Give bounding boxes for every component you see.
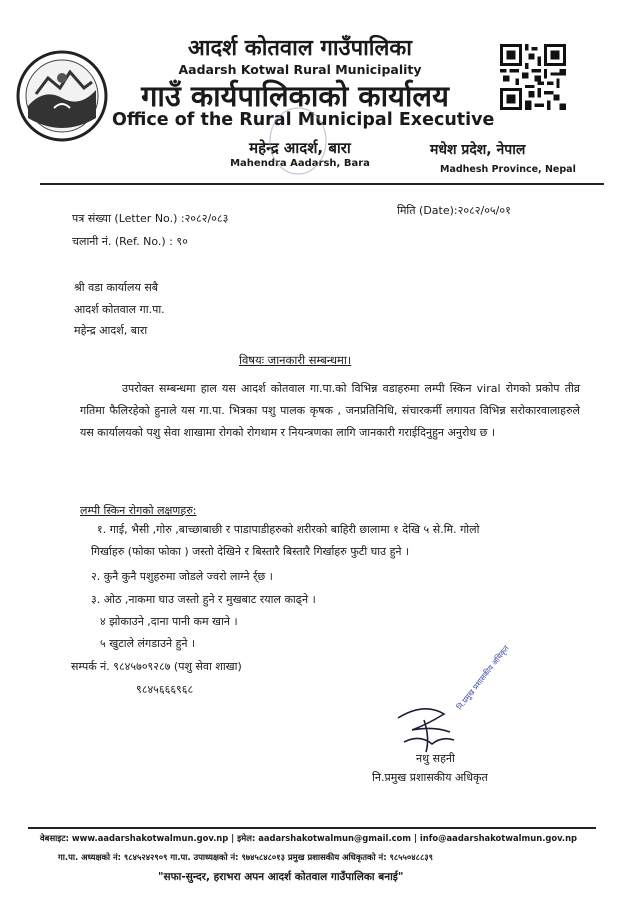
office-stamp-icon [266, 104, 330, 178]
location-en: Mahendra Aadarsh, Bara [230, 158, 370, 169]
symptom-item: २. कुनै कुनै पशुहरुमा जोडले ज्वरो लाग्ने र्र्छ । [91, 570, 273, 583]
province-en: Madhesh Province, Nepal [440, 164, 576, 175]
municipality-name-en: Aadarsh Kotwal Rural Municipality [178, 62, 422, 77]
municipality-name-np: आदर्श कोतवाल गाउँपालिका [188, 36, 412, 61]
contact-line-1: सम्पर्क नं. ९८४५७०९२८७ (पशु सेवा शाखा) [71, 660, 242, 673]
recipient-line-2: आदर्श कोतवाल गा.पा. [74, 303, 165, 316]
office-name-np: गाउँ कार्यपालिकाको कार्यालय [141, 79, 449, 113]
symptom-item: ४ झोकाउने ,दाना पानी कम खाने । [100, 615, 238, 628]
recipient-line-3: महेन्द्र आदर्श, बारा [74, 324, 148, 337]
government-emblem-icon [14, 48, 110, 144]
symptom-item: गिर्खाहरु (फोका फोका ) जस्तो देखिने र बिस्तारै बिस्तारै गिर्खाहरु फुटी घाउ हुने । [91, 545, 410, 558]
qr-code-icon [500, 44, 566, 110]
signatory-title: नि.प्रमुख प्रशासकीय अधिकृत [372, 771, 488, 784]
letter-number: पत्र संख्या (Letter No.) :२०८२/०८३ [72, 212, 229, 225]
signatory-name: नथु सहनी [416, 752, 455, 765]
contact-line-2: ९८४५६६६९६८ [136, 683, 194, 696]
footer-contact-web: वेबसाइट: www.aadarshakotwalmun.gov.np | इमेल: aadarshakotwalmun@gmail.com | info@aadarshakotwalmun.gov.np [40, 833, 578, 843]
header-divider [40, 183, 604, 185]
reference-number: चलानी नं. (Ref. No.) : ९० [72, 235, 188, 248]
signature-stamp-text: नि.प्रमुख प्रशासकीय अधिकृत [455, 643, 511, 712]
location-np: महेन्द्र आदर्श, बारा [249, 139, 351, 157]
footer-divider [28, 827, 596, 829]
symptom-item: ३. ओठ ,नाकमा घाउ जस्तो हुने र मुखबाट रयाल काढ्ने । [91, 593, 316, 606]
province-np: मधेश प्रदेश, नेपाल [430, 142, 526, 158]
office-name-en: Office of the Rural Municipal Executive [112, 110, 495, 130]
symptoms-heading: लम्पी स्किन रोगको लक्षणहरु: [80, 504, 197, 517]
symptom-item: ५ खुटाले लंगडाउने हुने । [100, 637, 196, 650]
letter-date: मिति (Date):२०८२/०५/०१ [397, 204, 511, 217]
letter-subject: विषयः जानकारी सम्बन्धमा। [239, 353, 352, 367]
letter-body: उपरोक्त सम्बन्धमा हाल यस आदर्श कोतवाल गा.पा.को विभिन्न वडाहरुमा लम्पी स्किन viral रोगको प्रकोप तीव्र गतिमा फैलिरहेको हुनाले यस गा.पा. भित्रका पशु पालक कृषक , जनप्रतिनिधि, संचारकर्मी लगायत विभिन्न सरोकारवालाहरुले यस कार्यालयको पशु सेवा शाखामा रोगको रोगथाम र नियन्त्रणका लागि जानकारी गराईदिनुहुन अनुरोध छ । [80, 382, 580, 439]
recipient-line-1: श्री वडा कार्यालय सबै [74, 281, 159, 294]
footer-contact-phones: गा.पा. अध्यक्षको नं: ९८४५२४२९०९ गा.पा. उपाध्यक्षको नं: ९७४५८४८०१३ प्रमुख प्रशासकीय अधिकृतको नं: ९८५५०४८८३९ [58, 852, 434, 862]
footer-slogan: "सफा-सुन्दर, हराभरा अपन आदर्श कोतवाल गाउँपालिका बनाई" [158, 871, 404, 883]
symptom-item: १. गाई, भैसी ,गोरु ,बाच्छाबाछी र पाडापाडीहरुको शरीरको बाहिरी छालामा १ देखि ५ से.मि. गोलो [97, 523, 480, 536]
